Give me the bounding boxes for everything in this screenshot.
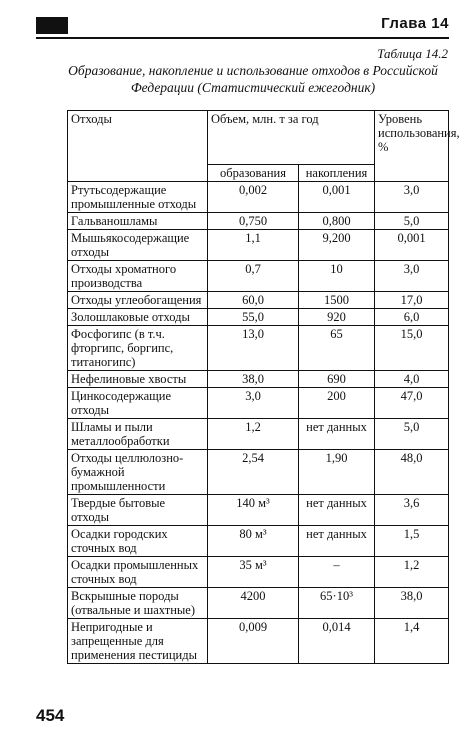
table-row — [68, 292, 449, 309]
usage-cell: 1,4 — [375, 619, 449, 664]
formation-cell: 3,0 — [208, 388, 299, 419]
formation-cell: 2,54 — [208, 450, 299, 495]
usage-cell: 3,0 — [375, 261, 449, 292]
waste-name-cell: Непригодные и запрещенные для применения пестициды — [68, 619, 208, 664]
accumulation-cell: 920 — [299, 309, 375, 326]
formation-cell: 4200 — [208, 588, 299, 619]
table-row — [68, 588, 449, 619]
formation-cell: 35 м³ — [208, 557, 299, 588]
waste-name-cell: Вскрышные породы (отвальные и шахтные) — [68, 588, 208, 619]
waste-name-cell: Твердые бытовые отходы — [68, 495, 208, 526]
waste-name-cell: Ртутьсодержащие промышленные отходы — [68, 182, 208, 213]
formation-cell: 80 м³ — [208, 526, 299, 557]
waste-name-cell: Цинкосодержащие отходы — [68, 388, 208, 419]
accumulation-cell: нет данных — [299, 419, 375, 450]
usage-cell: 47,0 — [375, 388, 449, 419]
formation-cell: 13,0 — [208, 326, 299, 371]
formation-cell: 1,1 — [208, 230, 299, 261]
table-row — [68, 309, 449, 326]
formation-cell: 1,2 — [208, 419, 299, 450]
formation-cell: 140 м³ — [208, 495, 299, 526]
usage-cell: 3,0 — [375, 182, 449, 213]
table-row — [68, 371, 449, 388]
waste-name-cell: Золошлаковые отходы — [68, 309, 208, 326]
usage-cell: 1,5 — [375, 526, 449, 557]
table-number: Таблица 14.2 — [377, 46, 448, 61]
usage-cell: 0,001 — [375, 230, 449, 261]
usage-cell: 4,0 — [375, 371, 449, 388]
accumulation-cell: нет данных — [299, 526, 375, 557]
table-row — [68, 213, 449, 230]
col-header-formation: образования — [208, 165, 299, 182]
waste-name-cell: Отходы целлюлозно-бумажной промышленности — [68, 450, 208, 495]
header-rule — [36, 37, 449, 39]
usage-cell: 3,6 — [375, 495, 449, 526]
col-header-waste: Отходы — [68, 111, 208, 182]
formation-cell: 60,0 — [208, 292, 299, 309]
accumulation-cell: 65 — [299, 326, 375, 371]
accumulation-cell: 10 — [299, 261, 375, 292]
accumulation-cell: 200 — [299, 388, 375, 419]
table-row — [68, 495, 449, 526]
table-row — [68, 261, 449, 292]
waste-name-cell: Осадки промышленных сточных вод — [68, 557, 208, 588]
page-number: 454 — [36, 706, 65, 725]
usage-cell: 17,0 — [375, 292, 449, 309]
running-header — [36, 15, 449, 39]
waste-table — [67, 110, 460, 664]
waste-name-cell: Мышьякосодержащие отходы — [68, 230, 208, 261]
accumulation-cell: 0,014 — [299, 619, 375, 664]
table-row — [68, 230, 449, 261]
formation-cell: 0,002 — [208, 182, 299, 213]
waste-name-cell: Гальваношламы — [68, 213, 208, 230]
waste-name-cell: Осадки городских сточных вод — [68, 526, 208, 557]
accumulation-cell: нет данных — [299, 495, 375, 526]
usage-cell: 1,2 — [375, 557, 449, 588]
formation-cell: 38,0 — [208, 371, 299, 388]
table-row — [68, 557, 449, 588]
usage-cell: 48,0 — [375, 450, 449, 495]
col-header-accumulation: накопления — [299, 165, 375, 182]
formation-cell: 0,750 — [208, 213, 299, 230]
table-row — [68, 388, 449, 419]
table-row — [68, 326, 449, 371]
accumulation-cell: 1,90 — [299, 450, 375, 495]
table-row — [68, 526, 449, 557]
accumulation-cell: 690 — [299, 371, 375, 388]
chapter-title: Глава 14 — [381, 15, 449, 32]
waste-name-cell: Фосфогипс (в т.ч. фторгипс, боргипс, титаногипс) — [68, 326, 208, 371]
formation-cell: 0,7 — [208, 261, 299, 292]
usage-cell: 38,0 — [375, 588, 449, 619]
usage-cell: 15,0 — [375, 326, 449, 371]
usage-cell: 5,0 — [375, 419, 449, 450]
accumulation-cell: 0,001 — [299, 182, 375, 213]
accumulation-cell: – — [299, 557, 375, 588]
waste-name-cell: Отходы углеобогащения — [68, 292, 208, 309]
waste-name-cell: Отходы хроматного производства — [68, 261, 208, 292]
formation-cell: 0,009 — [208, 619, 299, 664]
accumulation-cell: 1500 — [299, 292, 375, 309]
accumulation-cell: 0,800 — [299, 213, 375, 230]
table-caption: Образование, накопление и использование отходов в Российской Федерации (Статистический ежегодник) — [68, 63, 438, 95]
formation-cell: 55,0 — [208, 309, 299, 326]
table-row — [68, 450, 449, 495]
table-row — [68, 182, 449, 213]
accumulation-cell: 65·10³ — [299, 588, 375, 619]
usage-cell: 6,0 — [375, 309, 449, 326]
col-header-usage: Уровень использования, % — [375, 111, 449, 182]
waste-name-cell: Нефелиновые хвосты — [68, 371, 208, 388]
col-header-volume: Объем, млн. т за год — [208, 111, 375, 165]
table-row — [68, 419, 449, 450]
table-row — [68, 619, 449, 664]
usage-cell: 5,0 — [375, 213, 449, 230]
accumulation-cell: 9,200 — [299, 230, 375, 261]
waste-name-cell: Шламы и пыли металлообработки — [68, 419, 208, 450]
header-marker — [36, 17, 68, 34]
